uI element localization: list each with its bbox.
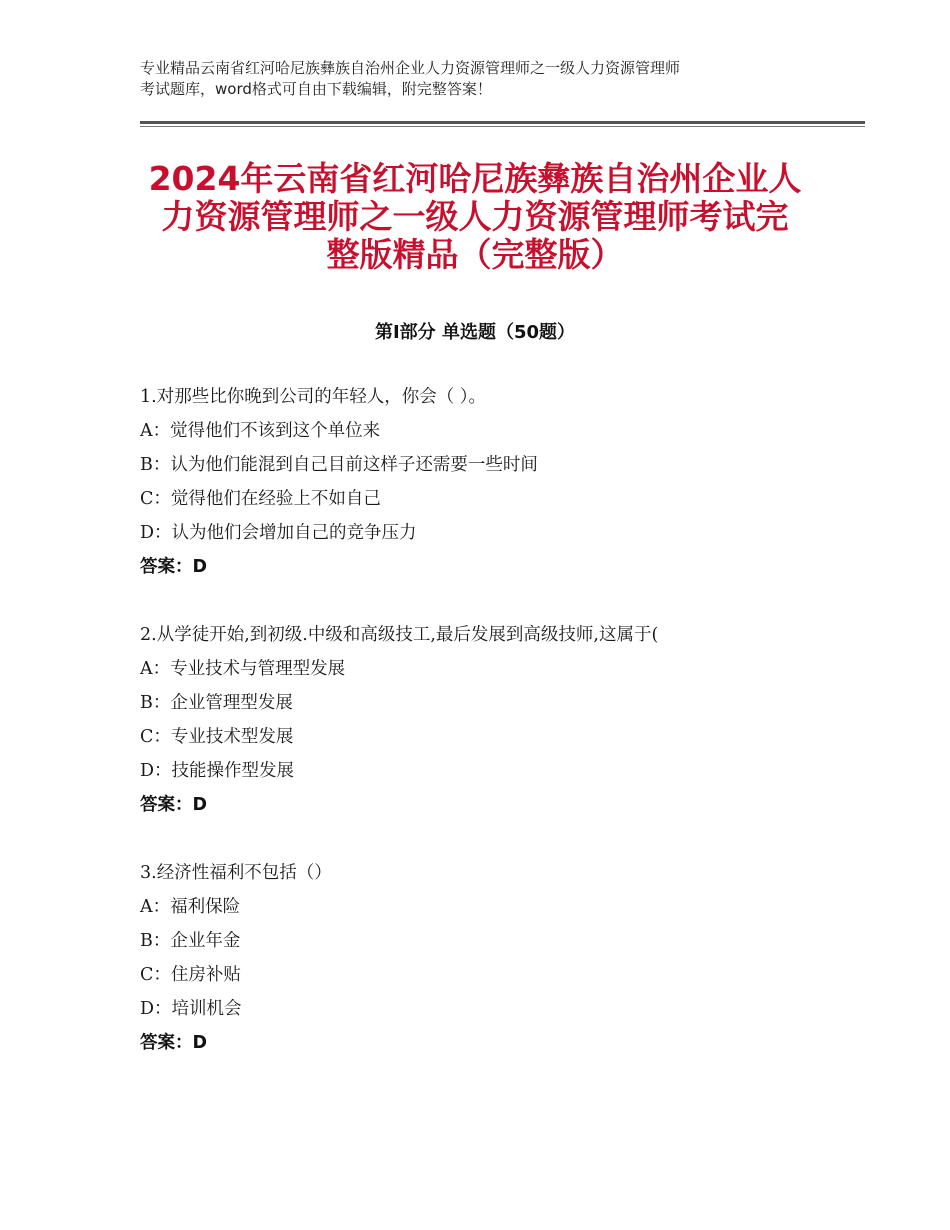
header-divider-thin [140, 126, 865, 127]
document-header-note [140, 58, 830, 100]
option-c: C：专业技术型发展 [140, 727, 294, 747]
question-stem: 1.对那些比你晚到公司的年轻人，你会（ ）。 [140, 387, 487, 407]
question-stem: 3.经济性福利不包括（） [140, 863, 332, 883]
title-line-3: 整版精品（完整版） [326, 235, 624, 274]
question-1 [140, 383, 840, 587]
option-d: D：技能操作型发展 [140, 761, 295, 781]
answer-line: 答案：D [140, 1033, 208, 1053]
header-note-line-2: 考试题库，word格式可自由下载编辑，附完整答案！ [140, 80, 492, 98]
answer-line: 答案：D [140, 795, 208, 815]
option-a: A：专业技术与管理型发展 [140, 659, 346, 679]
question-stem: 2.从学徒开始,到初级.中级和高级技工,最后发展到高级技师,这属于( [140, 625, 659, 645]
option-b: B：认为他们能混到自己目前这样子还需要一些时间 [140, 455, 538, 475]
option-d: D：培训机会 [140, 999, 242, 1019]
title-line-2: 力资源管理师之一级人力资源管理师考试完 [161, 197, 789, 236]
option-a: A：觉得他们不该到这个单位来 [140, 421, 381, 441]
option-b: B：企业管理型发展 [140, 693, 293, 713]
question-2 [140, 621, 840, 825]
section-title: 第Ⅰ部分 单选题（50题） [374, 322, 575, 343]
question-3 [140, 859, 840, 1063]
question-list [140, 383, 840, 1097]
answer-line: 答案：D [140, 557, 208, 577]
option-a: A：福利保险 [140, 897, 241, 917]
title-line-1: 2024年云南省红河哈尼族彝族自治州企业人 [148, 159, 802, 198]
option-c: C：觉得他们在经验上不如自己 [140, 489, 381, 509]
document-title [130, 160, 820, 274]
header-note-line-1: 专业精品云南省红河哈尼族彝族自治州企业人力资源管理师之一级人力资源管理师 [140, 59, 681, 77]
header-divider-thick [140, 121, 865, 124]
option-b: B：企业年金 [140, 931, 241, 951]
option-d: D：认为他们会增加自己的竞争压力 [140, 523, 417, 543]
option-c: C：住房补贴 [140, 965, 241, 985]
